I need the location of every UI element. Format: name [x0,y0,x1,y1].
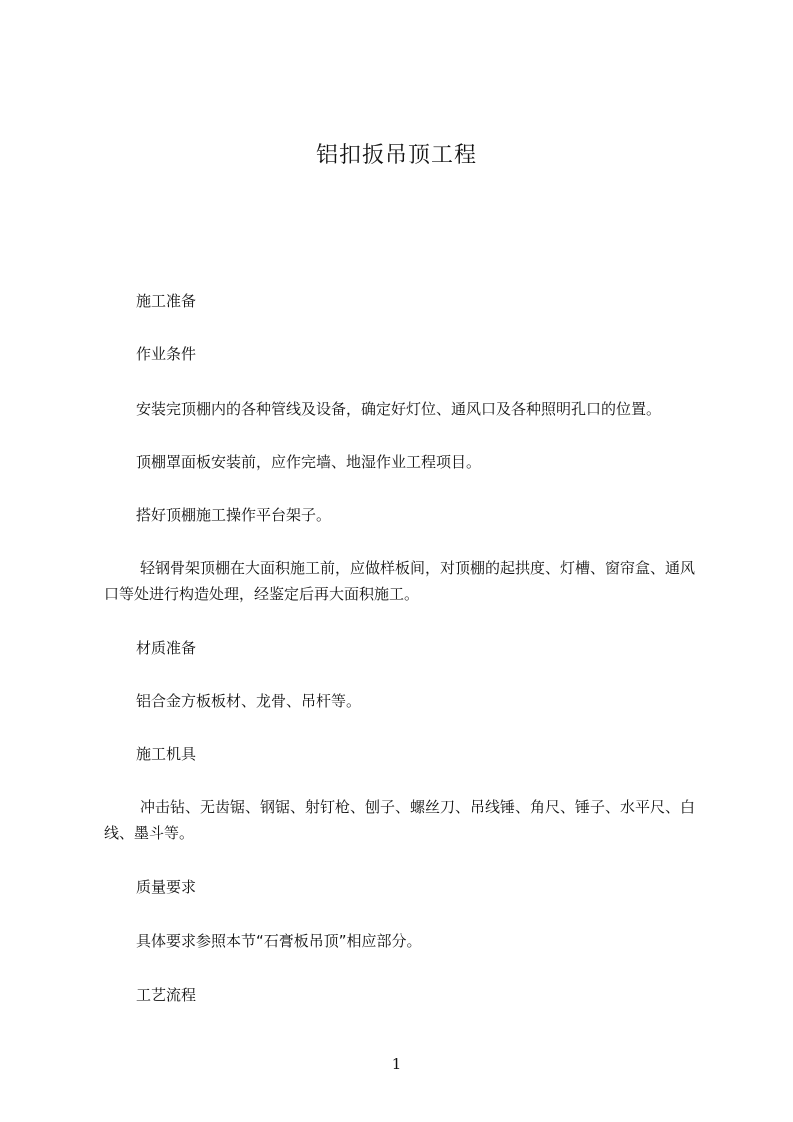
subheading-material-prep: 材质准备 [136,639,197,657]
document-title: 铝扣扳吊顶工程 [315,143,477,168]
paragraph-platform-scaffold: 搭好顶棚施工操作平台架子。 [136,506,332,524]
paragraph-quality-reference: 具体要求参照本节“石膏板吊顶”相应部分。 [136,932,422,950]
paragraph-materials-list: 铝合金方板板材、龙骨、吊杆等。 [136,692,362,710]
paragraph-tools-list: 冲击钻、无齿锯、钢锯、射钉枪、刨子、螺丝刀、吊线锤、角尺、锤子、水平尺、白线、墨斗等。 [104,798,696,842]
subheading-quality-requirements: 质量要求 [136,878,197,896]
paragraph-wet-work: 顶棚罩面板安装前，应作完墙、地湿作业工程项目。 [136,453,482,471]
subheading-process-flow: 工艺流程 [136,986,197,1004]
section-heading-construction-prep: 施工准备 [136,292,197,310]
subheading-working-conditions: 作业条件 [136,345,197,363]
paragraph-install-pipelines: 安装完顶棚内的各种管线及设备，确定好灯位、通风口及各种照明孔口的位置。 [136,400,662,418]
page-number: 1 [391,1055,402,1073]
paragraph-sample-room: 轻钢骨架顶棚在大面积施工前，应做样板间，对顶棚的起拱度、灯槽、窗帘盒、通风口等处进行构造处理，经鉴定后再大面积施工。 [104,559,696,603]
subheading-tools: 施工机具 [136,745,197,763]
